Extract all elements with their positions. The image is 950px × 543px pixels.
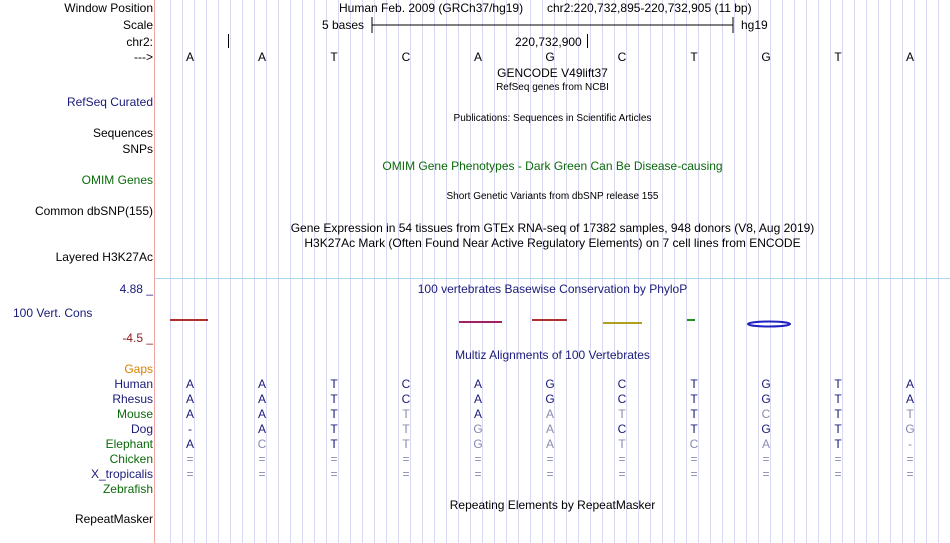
scale-label: Scale xyxy=(122,18,153,32)
alignment-base: T xyxy=(690,422,698,436)
alignment-base: T xyxy=(618,407,626,421)
alignment-base: A xyxy=(257,422,266,436)
ruler-tick xyxy=(227,33,231,49)
alignment-base: = xyxy=(402,467,410,481)
alignment-base: T xyxy=(402,407,410,421)
alignment-base: T xyxy=(330,392,338,406)
species-label[interactable]: Chicken xyxy=(109,452,153,466)
alignment-base: T xyxy=(618,437,626,451)
reference-base: A xyxy=(905,50,914,64)
coordinate-label: 220,732,900 xyxy=(515,35,582,49)
alignment-base: T xyxy=(834,377,842,391)
alignment-base: = xyxy=(402,452,410,466)
alignment-base: T xyxy=(834,422,842,436)
alignment-base: T xyxy=(834,437,842,451)
reference-base: G xyxy=(545,50,555,64)
reference-base: C xyxy=(617,50,627,64)
publications-track-title[interactable]: Publications: Sequences in Scientific Articles xyxy=(453,113,652,124)
alignment-base: G xyxy=(761,377,771,391)
alignment-base: A xyxy=(185,437,194,451)
alignment-base: = xyxy=(906,467,914,481)
alignment-base: T xyxy=(330,377,338,391)
alignment-base: G xyxy=(761,392,771,406)
position-readout[interactable]: chr2:220,732,895-220,732,905 (11 bp) xyxy=(547,1,752,15)
alignment-base: A xyxy=(473,392,482,406)
alignment-base: G xyxy=(761,422,771,436)
alignment-base: T xyxy=(402,437,410,451)
alignment-base: T xyxy=(690,377,698,391)
alignment-base: = xyxy=(906,452,914,466)
alignment-base: A xyxy=(257,377,266,391)
alignment-base: = xyxy=(762,452,770,466)
alignment-base: G xyxy=(473,437,483,451)
alignment-base: G xyxy=(473,422,483,436)
gtex-track-title[interactable]: Gene Expression in 54 tissues from GTEx RNA-seq of 17382 samples, 948 donors (V8, Aug 2019) xyxy=(290,221,815,235)
alignment-base: = xyxy=(618,452,626,466)
alignment-base: C xyxy=(617,392,627,406)
snps-label[interactable]: SNPs xyxy=(122,142,153,156)
track-separator-line xyxy=(155,278,950,279)
alignment-base: = xyxy=(690,467,698,481)
alignment-base: A xyxy=(761,437,770,451)
alignment-base: = xyxy=(834,452,842,466)
reference-base: A xyxy=(185,50,194,64)
alignment-base: A xyxy=(473,407,482,421)
alignment-base: T xyxy=(330,422,338,436)
alignment-base: T xyxy=(330,407,338,421)
coordinate-tick xyxy=(586,33,590,49)
alignment-base: A xyxy=(473,377,482,391)
species-label[interactable]: Human xyxy=(114,377,153,391)
alignment-base: - xyxy=(188,422,192,436)
scale-db-label: hg19 xyxy=(741,18,768,32)
alignment-base: G xyxy=(905,422,915,436)
alignment-base: G xyxy=(545,392,555,406)
alignment-base: A xyxy=(545,422,554,436)
alignment-base: A xyxy=(257,392,266,406)
alignment-base: T xyxy=(690,407,698,421)
alignment-base: = xyxy=(258,467,266,481)
alignment-base: G xyxy=(545,377,555,391)
alignment-base: - xyxy=(908,437,912,451)
alignment-base: = xyxy=(546,467,554,481)
alignment-base: C xyxy=(761,407,771,421)
species-label[interactable]: Zebrafish xyxy=(102,482,153,496)
alignment-base: A xyxy=(185,407,194,421)
alignment-base: C xyxy=(617,422,627,436)
alignment-base: A xyxy=(545,437,554,451)
refseq-curated-label[interactable]: RefSeq Curated xyxy=(66,95,153,109)
species-label[interactable]: X_tropicalis xyxy=(90,467,153,481)
alignment-base: T xyxy=(330,437,338,451)
alignment-base: C xyxy=(401,377,411,391)
reference-base: C xyxy=(401,50,411,64)
alignment-base: = xyxy=(330,452,338,466)
phylop-max-label: 4.88 _ xyxy=(119,282,153,296)
phylop-signal xyxy=(155,314,950,330)
scale-bar-text: 5 bases xyxy=(322,18,365,32)
repeatmasker-track-title[interactable]: Repeating Elements by RepeatMasker xyxy=(449,498,656,512)
dbsnp-track-title[interactable]: Short Genetic Variants from dbSNP release 155 xyxy=(446,191,659,202)
alignment-base: = xyxy=(330,467,338,481)
alignment-base: = xyxy=(186,467,194,481)
gaps-label[interactable]: Gaps xyxy=(124,362,153,376)
alignment-base: A xyxy=(545,407,554,421)
assembly-label: Human Feb. 2009 (GRCh37/hg19) xyxy=(339,1,524,15)
alignment-base: T xyxy=(906,407,914,421)
window-position-label: Window Position xyxy=(64,1,153,15)
phylop-min-label: -4.5 _ xyxy=(122,331,153,345)
species-label[interactable]: Elephant xyxy=(105,437,153,451)
repeatmasker-label[interactable]: RepeatMasker xyxy=(74,512,153,526)
reference-base: T xyxy=(690,50,698,64)
alignment-base: = xyxy=(186,452,194,466)
alignment-base: A xyxy=(185,377,194,391)
omim-genes-label[interactable]: OMIM Genes xyxy=(81,173,153,187)
alignment-base: = xyxy=(690,452,698,466)
reference-base: T xyxy=(834,50,842,64)
alignment-base: A xyxy=(257,407,266,421)
alignment-base: A xyxy=(905,392,914,406)
species-label[interactable]: Mouse xyxy=(116,407,153,421)
scale-bar xyxy=(370,16,736,34)
alignment-base: = xyxy=(474,452,482,466)
species-label[interactable]: Dog xyxy=(130,422,153,436)
alignment-base: = xyxy=(618,467,626,481)
refseq-track-title[interactable]: RefSeq genes from NCBI xyxy=(496,82,609,93)
alignment-base: = xyxy=(546,452,554,466)
omim-track-title[interactable]: OMIM Gene Phenotypes - Dark Green Can Be Disease-causing xyxy=(382,159,723,173)
alignment-base: T xyxy=(402,422,410,436)
reference-base: A xyxy=(257,50,266,64)
alignment-base: = xyxy=(762,467,770,481)
sequences-label[interactable]: Sequences xyxy=(92,126,153,140)
chromosome-label: chr2: xyxy=(126,35,153,49)
alignment-base: = xyxy=(834,467,842,481)
h3k27ac-track-title[interactable]: H3K27Ac Mark (Often Found Near Active Regulatory Elements) on 7 cell lines from ENCODE xyxy=(304,236,801,250)
alignment-base: A xyxy=(185,392,194,406)
common-dbsnp-label[interactable]: Common dbSNP(155) xyxy=(34,204,153,218)
alignment-base: C xyxy=(689,437,699,451)
phylop-track-title[interactable]: 100 vertebrates Basewise Conservation by PhyloP xyxy=(417,282,688,296)
reference-base: A xyxy=(473,50,482,64)
alignment-base: T xyxy=(690,392,698,406)
alignment-base: C xyxy=(617,377,627,391)
strand-direction-label: ---> xyxy=(134,50,153,64)
alignment-base: C xyxy=(401,392,411,406)
alignment-base: C xyxy=(257,437,267,451)
layered-h3k27ac-label[interactable]: Layered H3K27Ac xyxy=(55,250,153,264)
alignment-base: T xyxy=(834,392,842,406)
alignment-base: T xyxy=(834,407,842,421)
alignment-base: = xyxy=(474,467,482,481)
reference-base: T xyxy=(330,50,338,64)
species-label[interactable]: Rhesus xyxy=(112,392,153,406)
alignment-base: = xyxy=(258,452,266,466)
reference-base: G xyxy=(761,50,771,64)
vert-cons-label[interactable]: 100 Vert. Cons xyxy=(13,306,93,320)
multiz-track-title[interactable]: Multiz Alignments of 100 Vertebrates xyxy=(455,348,650,362)
gencode-track-title[interactable]: GENCODE V49lift37 xyxy=(497,66,608,80)
alignment-base: A xyxy=(905,377,914,391)
